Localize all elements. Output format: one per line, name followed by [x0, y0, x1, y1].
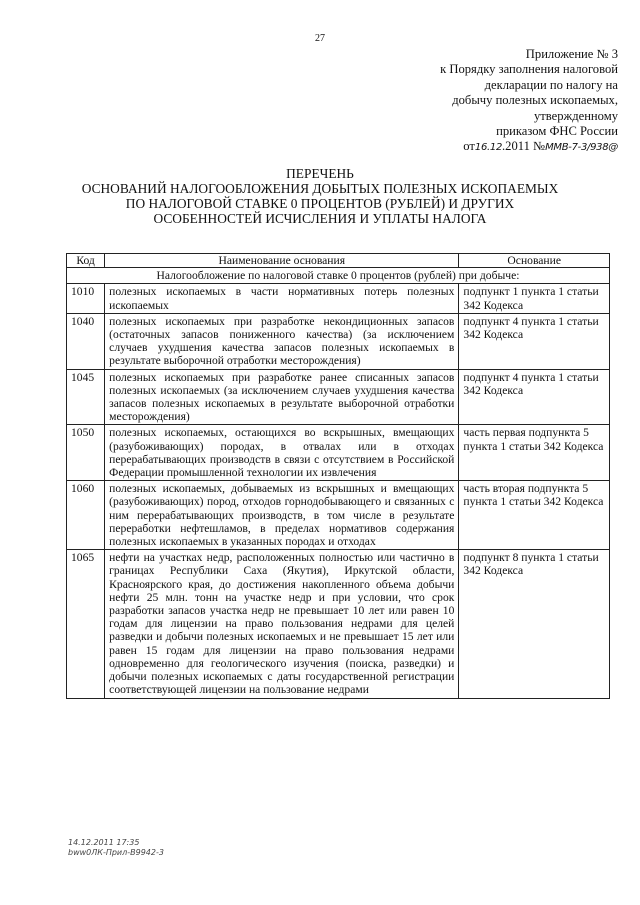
row-code: 1065 — [67, 550, 105, 698]
row-basis: часть вторая подпункта 5 пункта 1 статьи 342 Кодекса — [459, 481, 610, 550]
footer-file-id: bww0ЛК-Прил-В9942-3 — [68, 848, 164, 857]
date-year: .2011 № — [502, 139, 546, 154]
row-name: полезных ископаемых при разработке ранее списанных запасов полезных ископаемых (за исключением случаев ухудшения качества запасов полезных ископаемых в результате выборочной отработки месторождения) — [105, 369, 459, 425]
appendix-line: добычу полезных ископаемых, — [452, 93, 618, 108]
table-row — [67, 481, 610, 550]
row-name: полезных ископаемых при разработке некондиционных запасов (остаточных запасов пониженного качества) (за исключением случаев ухудшения качества запасов полезных ископаемых в результате выборочной отработки месторождения) — [105, 313, 459, 369]
header-code: Код — [67, 254, 105, 268]
row-code: 1060 — [67, 481, 105, 550]
title-line: ПО НАЛОГОВОЙ СТАВКЕ 0 ПРОЦЕНТОВ (РУБЛЕЙ) И ДРУГИХ — [125, 196, 515, 211]
section-title: Налогообложение по налоговой ставке 0 процентов (рублей) при добыче: — [67, 268, 610, 284]
appendix-line: утвержденному — [533, 108, 618, 123]
row-name: полезных ископаемых в части нормативных потерь полезных ископаемых — [105, 284, 459, 313]
row-basis: подпункт 4 пункта 1 статьи 342 Кодекса — [459, 369, 610, 425]
section-row — [67, 268, 610, 284]
appendix-line: Приложение № 3 — [525, 47, 618, 61]
document-title — [60, 166, 580, 226]
row-basis: подпункт 4 пункта 1 статьи 342 Кодекса — [459, 313, 610, 369]
table-row — [67, 284, 610, 313]
row-name: полезных ископаемых, остающихся во вскрышных, вмещающих (разубоживающих) породах, в отвалах или в отходах перерабатывающих производств в связи с отсутствием в Российской Федерации промышленной технологии их извлечения — [105, 425, 459, 481]
row-basis: часть первая подпункта 5 пункта 1 статьи 342 Кодекса — [459, 425, 610, 481]
date-prefix: от — [463, 139, 475, 154]
grounds-table — [66, 253, 610, 699]
appendix-date-line — [358, 139, 618, 155]
row-basis: подпункт 1 пункта 1 статьи 342 Кодекса — [459, 284, 610, 313]
appendix-header — [358, 47, 618, 156]
row-code: 1045 — [67, 369, 105, 425]
page-number: 27 — [315, 33, 325, 44]
row-code: 1040 — [67, 313, 105, 369]
order-number: ММВ-7-3/938@ — [545, 142, 618, 154]
header-basis: Основание — [459, 254, 610, 268]
footer-timestamp: 14.12.2011 17:35 — [68, 838, 140, 847]
footer-stamp — [68, 838, 164, 858]
table-row — [67, 313, 610, 369]
title-line: ОСОБЕННОСТЕЙ ИСЧИСЛЕНИЯ И УПЛАТЫ НАЛОГА — [153, 211, 487, 226]
table-header-row — [67, 254, 610, 268]
row-name: полезных ископаемых, добываемых из вскрышных и вмещающих (разубоживающих) пород, отходов горнодобывающего и связанных с ним перерабатывающих производств, в том числе в результате переработки нефтешламов, в пределах нормативов содержания полезных ископаемых в указанных породах и отходах — [105, 481, 459, 550]
table-row — [67, 369, 610, 425]
title-line: ПЕРЕЧЕНЬ — [286, 166, 354, 181]
table-row — [67, 425, 610, 481]
title-line: ОСНОВАНИЙ НАЛОГООБЛОЖЕНИЯ ДОБЫТЫХ ПОЛЕЗНЫХ ИСКОПАЕМЫХ — [81, 181, 559, 196]
appendix-line: к Порядку заполнения налоговой — [440, 62, 618, 77]
header-name: Наименование основания — [105, 254, 459, 268]
row-code: 1010 — [67, 284, 105, 313]
row-name: нефти на участках недр, расположенных полностью или частично в границах Республики Саха (Якутия), Иркутской области, Красноярского края, до достижения накопленного объема добычи нефти 25 млн. тонн на участке недр и при условии, что срок разработки запасов участка недр не превышает 10 лет или равен 10 годам для лицензии на право пользования недрами для целей разведки и добычи полезных ископаемых и не превышает 15 лет или равен 15 годам для лицензии на право пользования недрами одновременно для геологического изучения (поиска, разведки) и добычи полезных ископаемых с даты государственной регистрации соответствующей лицензии на пользование недрами — [105, 550, 459, 698]
appendix-line: приказом ФНС России — [496, 124, 618, 139]
date-day: 16.12 — [474, 142, 503, 154]
table-row — [67, 550, 610, 698]
row-code: 1050 — [67, 425, 105, 481]
appendix-line: декларации по налогу на — [484, 77, 618, 92]
row-basis: подпункт 8 пункта 1 статьи 342 Кодекса — [459, 550, 610, 698]
